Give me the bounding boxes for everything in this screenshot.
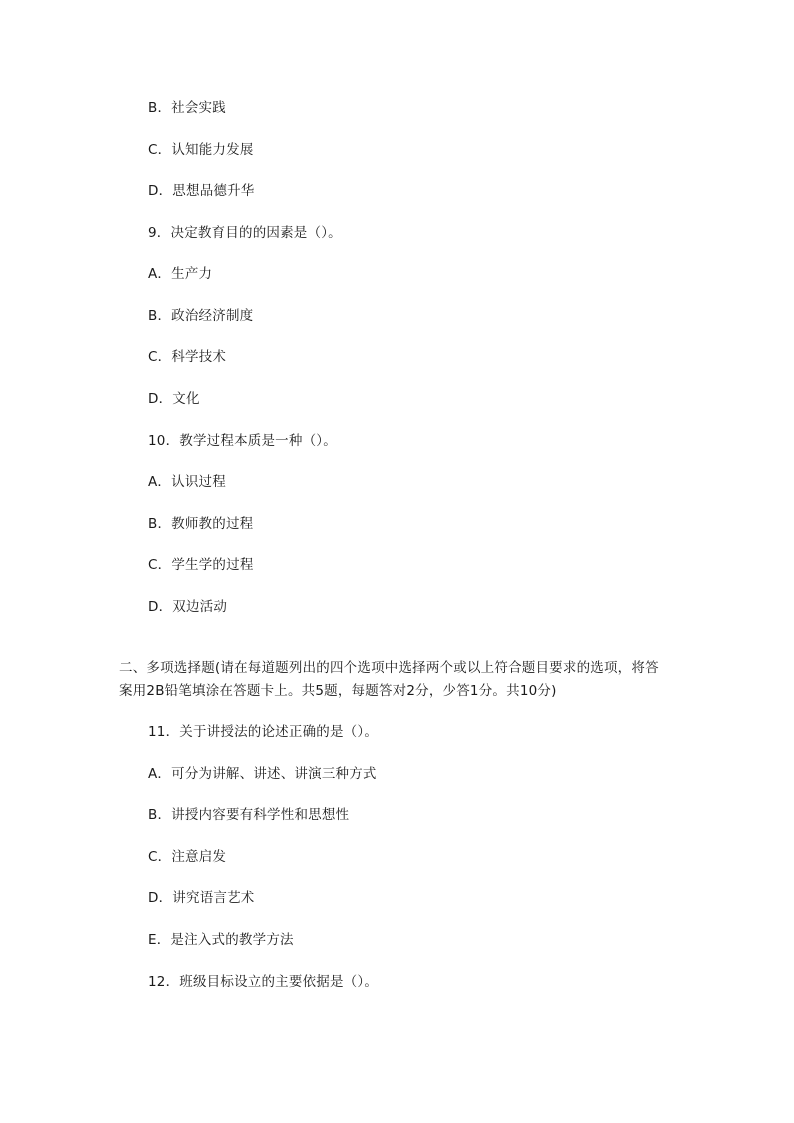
q9-question: 9．决定教育目的的因素是（）。 [148,225,342,241]
q10-option-b: B．教师教的过程 [148,516,254,532]
q9-option-b: B．政治经济制度 [148,308,254,324]
section2-heading-line2: 案用2B铅笔填涂在答题卡上。共5题，每题答对2分，少答1分。共10分) [119,683,557,699]
q11-option-e: E．是注入式的教学方法 [148,932,294,948]
q8-option-c: C．认知能力发展 [148,142,254,158]
q8-option-b: B．社会实践 [148,100,226,116]
q11-question: 11．关于讲授法的论述正确的是（）。 [148,724,379,740]
q9-option-a: A．生产力 [148,266,213,282]
q12-question: 12．班级目标设立的主要依据是（）。 [148,974,379,990]
q11-option-d: D．讲究语言艺术 [148,890,255,906]
q10-option-a: A．认识过程 [148,474,226,490]
q11-option-b: B．讲授内容要有科学性和思想性 [148,807,350,823]
q11-option-a: A．可分为讲解、讲述、讲演三种方式 [148,766,377,782]
q9-option-d: D．文化 [148,391,200,407]
q11-option-c: C．注意启发 [148,849,227,865]
q10-option-c: C．学生学的过程 [148,557,254,573]
q10-option-d: D．双边活动 [148,599,228,615]
section2-heading-line1: 二、多项选择题(请在每道题列出的四个选项中选择两个或以上符合题目要求的选项，将答 [119,660,659,676]
q8-option-d: D．思想品德升华 [148,183,255,199]
q9-option-c: C．科学技术 [148,349,227,365]
q10-question: 10．教学过程本质是一种（）。 [148,433,337,449]
